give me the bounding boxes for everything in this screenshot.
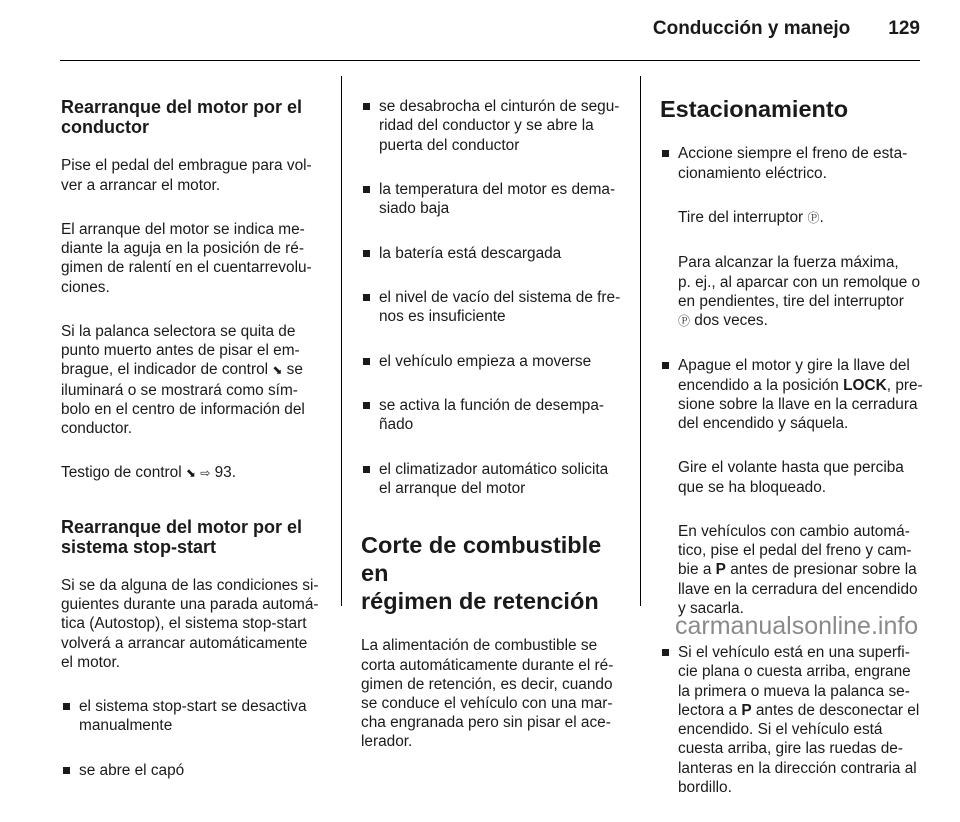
paragraph: Pise el pedal del embrague para vol- ver a arrancar el motor. [61,157,312,194]
text: . [819,209,824,227]
text: Si el vehículo está en una superfi- cie plana o cuesta arriba, engrane la primera o mueva la palanca se- lectora a [678,644,911,719]
stop-start-icon: ⬊ [272,363,283,378]
column-2 [361,78,631,777]
section-title: Conducción y manejo [652,18,851,39]
stop-start-icon: ⬊ [185,466,196,481]
park-position: P [715,561,726,579]
list-item [660,356,930,433]
text: Tire del interruptor [678,209,808,227]
list-item: el sistema stop-start se desactiva manualmente [61,697,336,735]
list-item: el nivel de vacío del sistema de fre- nos es insuficiente [361,288,631,326]
paragraph [61,322,336,438]
sub-paragraph [660,208,930,228]
text: Testigo de control [61,464,186,482]
text: , pre- sione sobre la llave en la cerradura del encendido y sáquela. [678,376,923,433]
text: En vehículos con cambio automá- tico, pise el pedal del freno y cam- bie a [678,523,912,579]
list-item: se abre el capó [61,761,336,780]
text: se iluminará o se mostrará como sím- bolo en el centro de información del conductor. [61,361,305,438]
column-3 [660,76,930,822]
list-item: se desabrocha el cinturón de segu- ridad del conductor y se abre la puerta del conductor [361,97,631,155]
list-item: el climatizador automático solicita el arranque del motor [361,460,631,498]
lock-position: LOCK [843,376,887,394]
list-item: la temperatura del motor es dema- siado baja [361,180,631,218]
text: Apague el motor y gire la llave del encendido a la posición [678,357,910,394]
page-ref-arrow-icon: ⇨ [200,466,211,481]
list-item: se activa la función de desempa- ñado [361,396,631,434]
text: antes de presionar sobre la llave en la cerradura del encendido y sacarla. [678,561,918,617]
page-header [0,18,920,40]
header-rule [60,60,920,61]
paragraph: Si se da alguna de las condiciones si- guientes durante una parada automá- tica (Autostop), el sistema stop-start volverá a arrancar automáticamente el motor. [61,577,319,671]
column-divider [341,76,342,606]
parking-brake-icon: Ⓟ [807,211,820,226]
paragraph: La alimentación de combustible se corta automáticamente durante el ré- gimen de retención, es decir, cuando se conduce el vehículo con una mar- cha engranada pero sin pisar el ace- lerador. [361,637,614,751]
sub-paragraph [660,253,930,331]
heading-fuel-cutoff: Corte de combustible en régimen de retención [361,532,602,615]
heading-parking: Estacionamiento [660,96,849,123]
paragraph [61,463,336,483]
list-item: la batería está descargada [361,244,631,263]
column-divider [640,76,641,606]
list-item [660,643,930,797]
parking-brake-icon: Ⓟ [678,314,691,329]
page-reference: 93. [210,464,236,482]
page-number: 129 [888,18,920,39]
heading-driver-restart: Rearranque del motor por el conductor [61,97,303,138]
text: antes de desconectar el encendido. Si el vehículo está cuesta arriba, gire las ruedas de- lanteras en la dirección contraria al bordillo. [678,701,920,796]
park-position: P [741,701,752,719]
heading-system-restart: Rearranque del motor por el sistema stop-start [61,516,303,557]
watermark: carmanualsonline.info [675,612,919,640]
text: dos veces. [690,312,768,330]
text: Si la palanca selectora se quita de punto muerto antes de pisar el em- brague, el indicador de control [61,323,300,379]
paragraph: El arranque del motor se indica me- diante la aguja en la posición de ré- gimen de ralentí en el cuentarrevolu- ciones. [61,221,312,296]
sub-paragraph [660,522,930,618]
text: Para alcanzar la fuerza máxima, p. ej., al aparcar con un remolque o en pendientes, tire del interruptor [678,254,921,310]
column-1 [61,78,336,805]
sub-paragraph: Gire el volante hasta que perciba que se ha bloqueado. [678,459,904,496]
list-item: el vehículo empieza a moverse [361,352,631,371]
list-item: Accione siempre el freno de esta- cionamiento eléctrico. [660,144,930,182]
